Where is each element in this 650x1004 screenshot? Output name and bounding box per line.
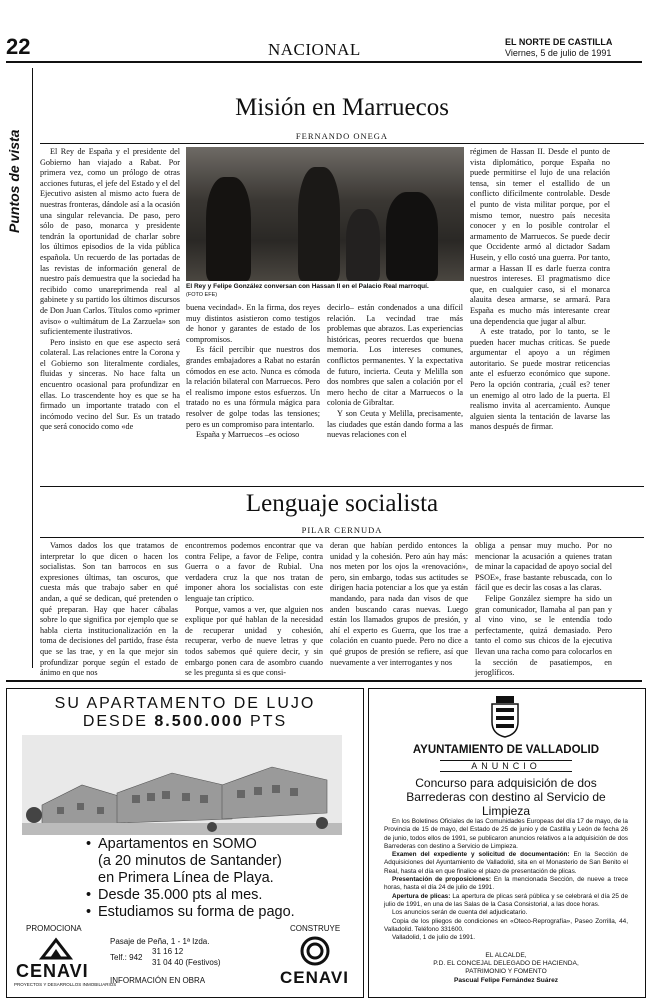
cenavi-round-logo-icon [300, 936, 330, 966]
person-figure-4 [346, 209, 380, 281]
article1-column-4: régimen de Hassan II. Desde el punto de vista diplomático, porque España no puede permitirse el lujo de una relación tensa, sin temer el estallido de un conflicto difícilmente controlable. Desde el punto de vista militar porque, por el mismo temor, nuestro país necesita conocer y en lo posible controlar el armamento de Marruecos. Se puede decir que Occidente armó al dictador Sadam Husein, y ello costó una guerra. Por tanto, armar a Hassan II es darle fuerza contra nuestros intereses. El pragmatismo dice que, en cualquier caso, si el monarca alauita desea armarse, se armará. Para España es mucho más interesante crear una dependencia que jugar al albur. A este tratado, por lo tanto, se le pueden hacer muchas críticas. Se puede argumentar el apoyo a un régimen autoritario. Se puede mostrar reticencias ante el esfuerzo económico que supone. Pero la opción contraria, ¿cuál es? tener un enemigo al otro lado de la puerta. El realismo invita al acercamiento. Aunque alguien sienta la tentación de lavarse las manos después de firmar. [470, 147, 610, 432]
ad-info: INFORMACIÓN EN OBRA [110, 976, 206, 985]
ad-anuncio-label: ANUNCIO [440, 760, 572, 772]
ad-headline: Concurso para adquisición de dos Barrederas con destino al Servicio de Limpieza [406, 776, 606, 818]
sidebar-rule [32, 68, 33, 668]
photo-credit: (FOTO EFE) [186, 292, 218, 298]
article2-column-4: obliga a pensar muy mucho. Por no mencionar la acusación a quienes tratan de minar la capacidad de apoyo social del PSOE», frase bastante rebuscada, con lo fácil que es decir las cosas a las claras. Felipe González siempre ha sido un gran comunicador, llamaba al pan pan y al vino vino, se le entendía todo perfectamente, quizá demasiado. Pero tanto el como sus chicos de la ejecutiva llevan una racha como para colocarlos en la sección de pasatiempos, en jeroglíficos. [475, 541, 612, 678]
ad-signature: EL ALCALDE, P.D. EL CONCEJAL DELEGADO DE HACIENDA, PATRIMONIO Y FOMENTO Pascual Felipe Fernández Suárez [433, 952, 579, 984]
ad-paragraph-3: Copia de los pliegos de condiciones en «Oteco-Reprografía», Paseo Zorrilla, 44, Valladolid. Teléfono 331600. [384, 917, 628, 933]
article2-author: PILAR CERNUDA [301, 525, 383, 535]
ad-bullet-2: (a 20 minutos de Santander) [98, 853, 282, 869]
promociona-label: PROMOCIONA [26, 924, 82, 933]
article2-title: Lenguaje socialista [245, 490, 439, 517]
person-figure-2 [298, 167, 340, 281]
article1-photo [186, 147, 464, 281]
ad-section-rule [6, 680, 642, 682]
issue-date: Viernes, 5 de julio de 1991 [505, 48, 612, 58]
ad-organization: AYUNTAMIENTO DE VALLADOLID [412, 744, 600, 756]
article1-column-3: decirlo– están condenados a una difícil relación. La vecindad trae más problemas que abrazos. Las experiencias históricas, peores recuerdos que buena memoria. Los intereses comunes, conflictos permanentes. Y la expectativa de futuro, incierta. Ceuta y Melilla son dos nombres que salen a colación por el mero hecho de citar a Marruecos o la colonia de Gibraltar. Y son Ceuta y Melilla, precisamente, las ciudades que están dando forma a las nuevas relaciones con el [327, 303, 463, 440]
ad-body [384, 818, 628, 942]
paper-name: EL NORTE DE CASTILLA [505, 37, 613, 47]
ad-telephone-1: 31 16 12 [152, 947, 184, 956]
ad-bullet-5: • Estudiamos su forma de pago. [86, 904, 295, 920]
ad-headline-1: SU APARTAMENTO DE LUJO [54, 695, 316, 712]
cenavi-brand-right: CENAVI [280, 968, 349, 987]
ad-bullet-3: en Primera Línea de Playa. [98, 870, 274, 886]
ad-paragraph-1: En los Boletines Oficiales de las Comunidades Europeas del día 17 de mayo, de la Provincia de 15 de mayo, del Estado de 25 de junio y de Castilla y León de fecha 26 de junio, todos ellos de 1991, se publicaron anuncios relativos a la adquisición de dos Barrederas con destino a Servicio de Limpieza. [384, 818, 628, 850]
ad-price: 8.500.000 [154, 713, 244, 730]
header-rule [6, 61, 642, 63]
section-title: NACIONAL [268, 40, 361, 59]
ad-telephone-label: Telf.: 942 [110, 953, 143, 962]
ad-paragraph-opening: Apertura de plicas: La apertura de plicas será pública y se celebrará el día 25 de julio de 1991, en una de las Salas de la Casa Consistorial, a las doce horas. [384, 892, 628, 908]
ad-bullet-4: • Desde 35.000 pts al mes. [86, 887, 263, 903]
article1-title: Misión en Marruecos [235, 94, 449, 121]
ad-address: Pasaje de Peña, 1 - 1ª Izda. [110, 937, 210, 946]
person-figure-3 [386, 192, 438, 281]
construye-label: CONSTRUYE [290, 924, 341, 933]
sidebar-label: Puntos de vista [6, 129, 22, 233]
ad-telephone-2: 31 04 40 (Festivos) [152, 958, 221, 967]
article1-author-rule [40, 143, 644, 144]
person-figure-1 [206, 177, 251, 281]
valladolid-crest-icon [486, 694, 524, 738]
article2-column-2: encontremos podemos encontrar que va contra Felipe, a favor de Felipe, contra Guerra o a favor de Rubial. Una verdadera cruz la que nos tratan de imponer ahora los socialistas con este lenguaje tan críptico. Porque, vamos a ver, que alguien nos explique por qué hablan de la necesidad de recuperar unidad y cohesión, recuperar, verbo de nueve letras y que todos sabemos qué quiere decir, y sin embargo ponen cara de asombro cuando se les pregunta si es que consi- [185, 541, 323, 678]
article2-column-1: Vamos dados los que tratamos de interpretar lo que dicen o hacen los socialistas. Son tan barrocos en sus expresiones últimas, tan oscuros, que cuesta más que trabajo saber en qué andan, a qué se dedican, qué pretenden o qué preparan. Hay que hacer cábalas sobre lo que significa por ejemplo que se habla cierta institucionalización en la toma de decisiones del partido, frase ésta que se las trae, y en la que mejor sin profundizar porque según el estado de ánimo en que nos [40, 541, 178, 678]
article1-column-1: El Rey de España y el presidente del Gobierno han viajado a Rabat. Por primera vez, como un prólogo de otras acciones futuras, el jefe del Estado y el del Ejecutivo asisten al mismo acto fuera de nuestras fronteras, dándole así a la ocasión una singular relevancia. De paso, pero sólo de paso, monarca y presidente tendrán la oportunidad de charlar sobre los últimos episodios de la vida pública española. Un recuerdo de las portadas de las revistas de información general de nuestro país demuestra que la sociedad ha recibido como unareprimenda real al gabinete y su partido los últimos discursos de Don Juan Carlos. Títulos como «primer aviso» o «ultimátum de La Zarzuela» son suficientemente ilustrativos. Pero insisto en que ese aspecto será colateral. Las relaciones entre la Corona y el Gobierno son literalmente cordiales, fluidas y sinceras. No hace falta un encuentro ocasional para profundizar en ellas. Lo trascendente hoy es que se ha firmado un importante tratado con el incómodo vecino del Sur. Es un tratado que será conocido como «de [40, 147, 180, 432]
page-number: 22 [6, 34, 31, 59]
ad-bullet-1: • Apartamentos en SOMO [86, 836, 257, 852]
photo-caption: El Rey y Felipe González conversan con Hassan II en el Palacio Real marroquí. [186, 283, 429, 290]
article-separator-rule [40, 486, 644, 487]
ad-date: Valladolid, 1 de julio de 1991. [392, 934, 476, 942]
ad-paragraph-2: Los anuncios serán de cuenta del adjudicatario. [392, 909, 528, 917]
ad-headline-2: DESDE 8.500.000 PTS [82, 713, 288, 730]
article1-column-2: buena vecindad». En la firma, dos reyes muy distintos asistieron como testigos de honor y garantes de estado de los compromisos. Es fácil percibir que nuestros dos grandes embajadores a Rabat no estarán cómodos en ese acto. Nunca es cómoda la relación bilateral con Marruecos. Pero el realismo impone estos esfuerzos. Un tratado no es una fórmula mágica para resolver de golpe todas las tensiones; pero es un compromiso para intentarlo. España y Marruecos –es ocioso [186, 303, 320, 440]
article2-author-rule [40, 537, 644, 538]
cenavi-subtitle: PROYECTOS Y DESARROLLOS INMOBILIARIOS [14, 982, 117, 987]
apartment-illustration [22, 735, 342, 835]
cenavi-brand-left: CENAVI [16, 961, 89, 981]
cenavi-logo-icon [38, 936, 74, 962]
ad-paragraph-exam: Examen del expediente y solicitud de documentación: En la Sección de Adquisiciones del Ayuntamiento de Valladolid, sita en el Monasterio de San Benito el Real, hasta el día en que finalice el plazo de presentación de plicas. [384, 851, 628, 875]
article1-author: FERNANDO ONEGA [295, 131, 389, 141]
article2-column-3: deran que habían perdido entonces la unidad y la cohesión. Pero aún hay más: nos meten por los ojos la «renovación», pero, sin embargo, todas sus actitudes se dirigen hacia potenciar a los que ya están mandando, para nada dan visos de que anden buscando caras nuevas. Luego están los llamados grupos de presión, y ahí el experto es Guerra, que los trae a colación en cuanto puede. Pero no dice a qué grupos de presión se refiere, así que nuevamente a ver interrogantes y nos [330, 541, 468, 667]
ad-paragraph-presentation: Presentación de proposiciones: En la mencionada Sección, de nueve a trece horas, hasta el día 24 de julio de 1991. [384, 876, 629, 892]
